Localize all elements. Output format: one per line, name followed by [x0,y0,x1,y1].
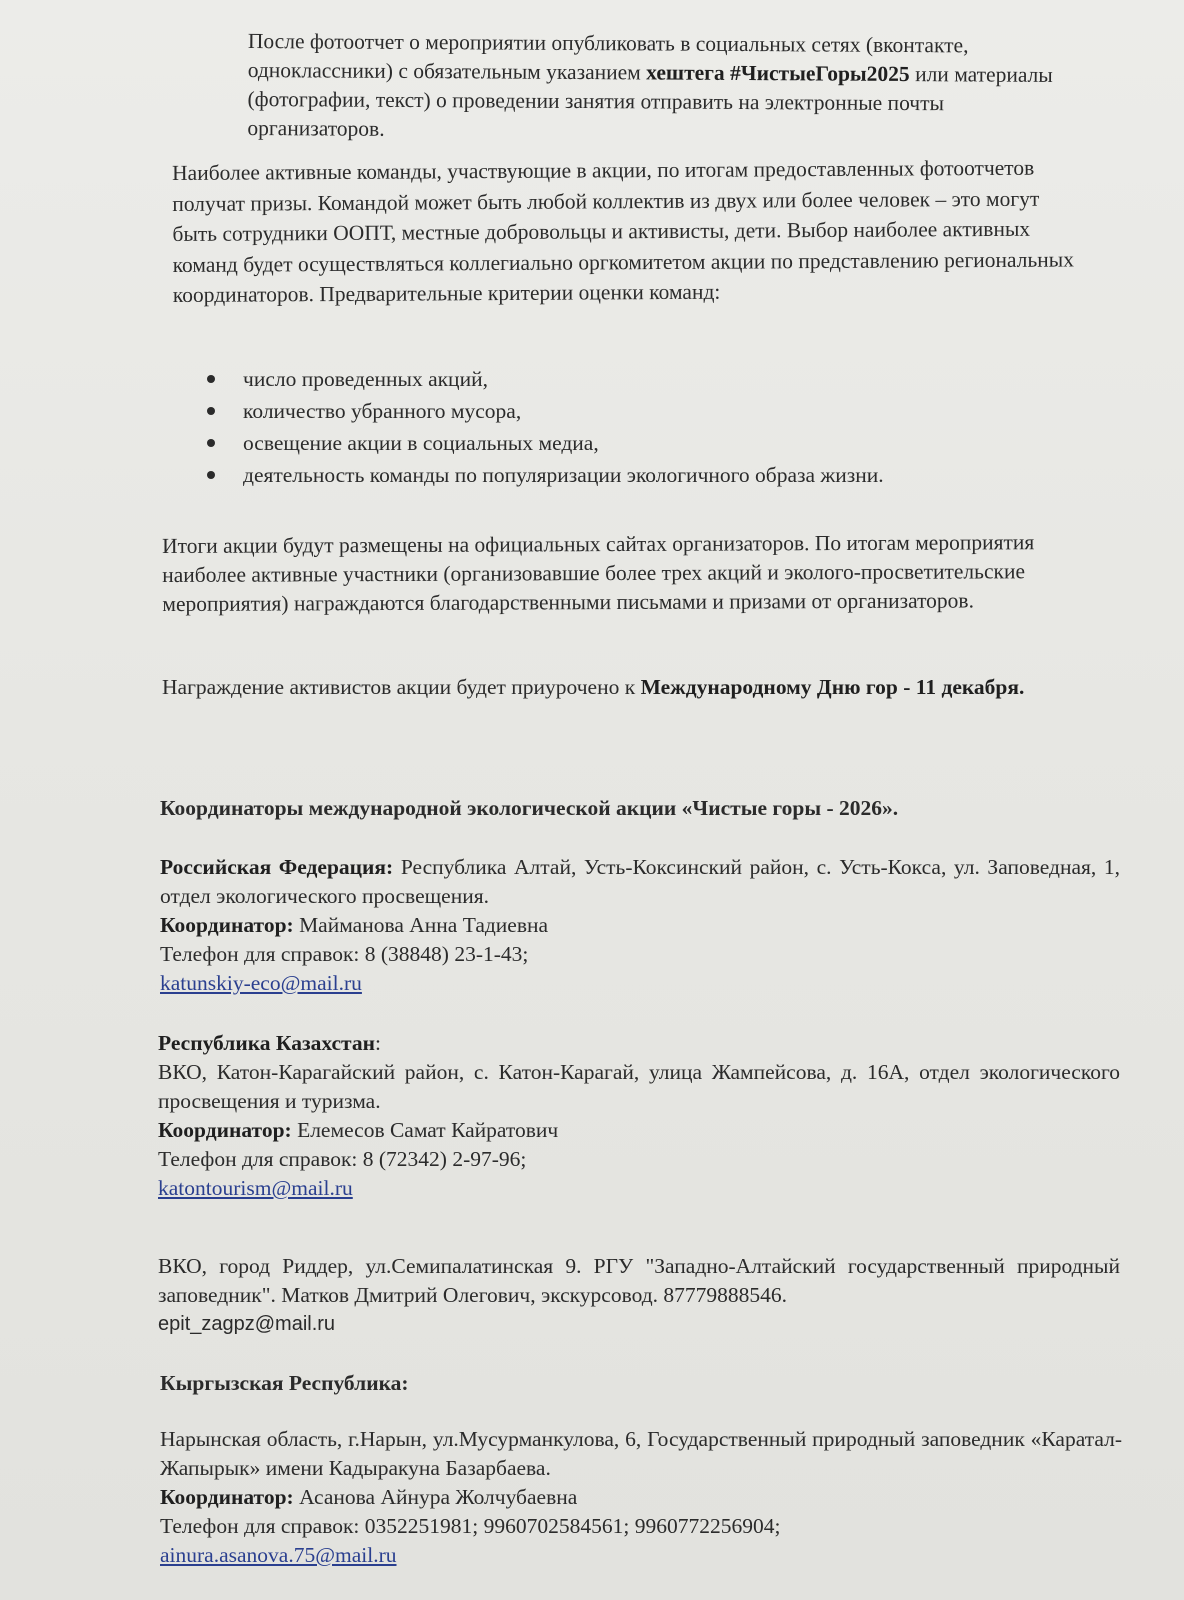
kyrgyzstan-phone: Телефон для справок: 0352251981; 9960702584561; 9960772256904; [160,1514,781,1538]
ridder-email: epit_zagpz@mail.ru [158,1313,336,1335]
results-text: Итоги акции будут размещены на официальных сайтах организаторов. По итогам мероприятия наиболее активные участники (организовавшие более трех акций и эколого-просветительские мероприятия) награждаются благодарственными письмами и призами от организаторов. [162,530,1035,616]
ridder-section [158,1252,1120,1339]
criteria-list-block [165,363,1065,491]
criteria-item: деятельность команды по популяризации экологичного образа жизни. [165,459,1065,491]
criteria-item: освещение акции в социальных медиа, [165,427,1065,459]
coordinators-heading: Координаторы международной экологической акции «Чистые горы - 2026». [160,796,899,820]
intro-text-after: или материалы (фотографии, текст) о проведении занятия отправить на электронные почты организаторов. [247,62,1053,141]
kyrgyzstan-heading [160,1369,1060,1398]
active-teams-text: Наиболее активные команды, участвующие в акции, по итогам предоставленных фотоотчетов получат призы. Командой может быть любой коллектив из двух или более человек – это могут быть сотрудники ООПТ, местные добровольцы и активисты, дети. Выбор наиболее активных команд будет осуществляться коллегиально оргкомитетом акции по представлению региональных координаторов. Предварительные критерии оценки команд: [172,155,1075,307]
criteria-list [165,363,1065,491]
intro-hashtag: хештега #ЧистыеГоры2025 [646,60,910,87]
kazakhstan-phone: Телефон для справок: 8 (72342) 2-97-96; [158,1147,527,1171]
kyrgyzstan-section [160,1425,1122,1570]
award-date: Международному Дню гор - 11 декабря. [640,675,1025,699]
active-teams-paragraph [172,152,1085,310]
russia-email-link[interactable]: katunskiy-eco@mail.ru [160,971,362,995]
kazakhstan-section: Республика Казахстан: ВКО, Катон-Карагайский район, с. Катон-Карагай, улица Жампейсова, д. 16А, отдел экологического просвещения и туризма. Координатор: Елемесов Самат Кайратович Телефон для справок: 8 (72342) 2-97-96; katontourism@mail.ru [158,1031,1120,1200]
kazakhstan-label: Республика Казахстан [158,1031,375,1055]
kazakhstan-coordinator-name: Елемесов Самат Кайратович [291,1118,559,1142]
bullet-icon [207,439,215,447]
russia-section [160,853,1120,998]
intro-paragraph [247,27,1078,148]
award-paragraph [162,673,1062,702]
results-paragraph [162,528,1122,619]
ridder-text: ВКО, город Риддер, ул.Семипалатинская 9. РГУ "Западно-Алтайский государственный природный заповедник". Матков Дмитрий Олегович, экскурсовод. 87779888546. [158,1254,1120,1307]
kyrgyzstan-email-link[interactable]: ainura.asanova.75@mail.ru [160,1543,397,1567]
kazakhstan-address: ВКО, Катон-Карагайский район, с. Катон-Карагай, улица Жампейсова, д. 16А, отдел экологического просвещения и туризма. [158,1060,1120,1113]
russia-label: Российская Федерация: [160,855,394,879]
kyrgyzstan-address: Нарынская область, г.Нарын, ул.Мусурманкулова, 6, Государственный природный заповедник «Каратал-Жапырык» имени Кадыракуна Базарбаева. [160,1427,1122,1480]
intro-text-before: После фотоотчет о мероприятии опубликовать в социальных сетях (вконтакте, одноклассники) с обязательным указанием [247,28,969,85]
award-text: Награждение активистов акции будет приурочено к [162,675,641,699]
bullet-icon [207,407,215,415]
russia-coordinator-name: Майманова Анна Тадиевна [293,913,549,937]
kazakhstan-coordinator-label: Координатор: [158,1118,292,1142]
kyrgyzstan-label: Кыргызская Республика: [160,1371,409,1395]
kyrgyzstan-coordinator-name: Асанова Айнура Жолчубаевна [293,1485,578,1509]
russia-address: Республика Алтай, Усть-Коксинский район, с. Усть-Кокса, ул. Заповедная, 1, отдел экологического просвещения. [160,855,1120,908]
russia-phone: Телефон для справок: 8 (38848) 23-1-43; [160,942,529,966]
kyrgyzstan-coordinator-label: Координатор: [160,1485,294,1509]
russia-coordinator-label: Координатор: [160,913,294,937]
criteria-item: количество убранного мусора, [165,395,1065,427]
bullet-icon [207,375,215,383]
bullet-icon [207,471,215,479]
kazakhstan-email-link[interactable]: katontourism@mail.ru [158,1176,353,1200]
criteria-item: число проведенных акций, [165,363,1065,395]
